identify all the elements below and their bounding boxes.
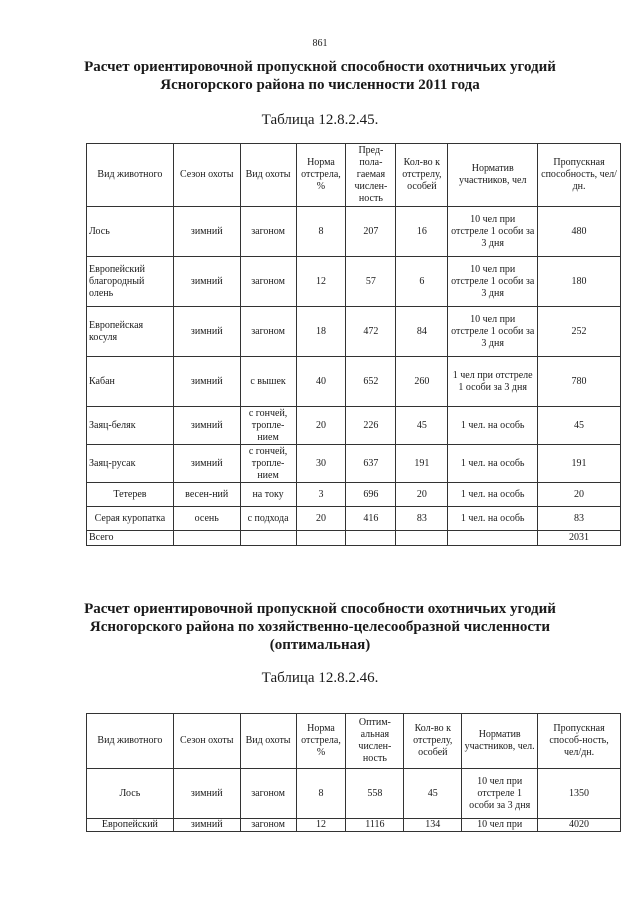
population-cell: 652 <box>346 357 396 407</box>
season-cell: весен-ний <box>173 483 240 507</box>
header-cell: Норматив участников, чел. <box>462 714 538 769</box>
table-row <box>87 207 621 257</box>
standard-cell: 10 чел при отстреле 1 особи за 3 дня <box>448 207 538 257</box>
empty-cell <box>296 531 346 546</box>
header-cell: Пропускная способ-ность, чел/дн. <box>538 714 621 769</box>
capacity-cell: 180 <box>538 257 621 307</box>
season-cell: зимний <box>173 307 240 357</box>
standard-cell: 1 чел. на особь <box>448 445 538 483</box>
hunt-type-cell: на току <box>240 483 296 507</box>
standard-cell: 1 чел. на особь <box>448 407 538 445</box>
header-cell: Норматив участников, чел <box>448 144 538 207</box>
table-row <box>87 483 621 507</box>
hunt-type-cell: загоном <box>240 207 296 257</box>
empty-cell <box>346 531 396 546</box>
header-cell: Вид охоты <box>240 144 296 207</box>
animal-cell: Европейский <box>87 819 174 832</box>
population-cell: 696 <box>346 483 396 507</box>
standard-cell: 1 чел при отстреле 1 особи за 3 дня <box>448 357 538 407</box>
animal-cell: Заяц-русак <box>87 445 174 483</box>
season-cell: зимний <box>173 407 240 445</box>
table-row <box>87 407 621 445</box>
population-cell: 416 <box>346 507 396 531</box>
empty-cell <box>396 531 448 546</box>
section2-title-line1: Расчет ориентировочной пропускной способности охотничьих угодий <box>84 601 556 617</box>
standard-cell: 1 чел. на особь <box>448 483 538 507</box>
page-number: 861 <box>312 38 328 49</box>
count-cell: 260 <box>396 357 448 407</box>
table-row <box>87 445 621 483</box>
header-row <box>87 144 621 207</box>
capacity-cell: 83 <box>538 507 621 531</box>
count-cell: 134 <box>404 819 462 832</box>
norm-cell: 3 <box>296 483 346 507</box>
capacity-cell: 480 <box>538 207 621 257</box>
norm-cell: 8 <box>296 207 346 257</box>
capacity-cell: 780 <box>538 357 621 407</box>
standard-cell: 10 чел при <box>462 819 538 832</box>
table-12-8-2-46 <box>86 713 621 832</box>
header-cell: Норма отстрела, % <box>296 714 346 769</box>
header-cell: Сезон охоты <box>173 144 240 207</box>
season-cell: осень <box>173 507 240 531</box>
norm-cell: 12 <box>296 819 346 832</box>
standard-cell: 10 чел при отстреле 1 особи за 3 дня <box>448 307 538 357</box>
norm-cell: 30 <box>296 445 346 483</box>
total-value: 2031 <box>538 531 621 546</box>
capacity-cell: 1350 <box>538 769 621 819</box>
standard-cell: 1 чел. на особь <box>448 507 538 531</box>
header-cell: Пропускная способность, чел/дн. <box>538 144 621 207</box>
section1-title-line1: Расчет ориентировочной пропускной способности охотничьих угодий <box>84 59 556 75</box>
animal-cell: Кабан <box>87 357 174 407</box>
norm-cell: 40 <box>296 357 346 407</box>
standard-cell: 10 чел при отстреле 1 особи за 3 дня <box>462 769 538 819</box>
count-cell: 16 <box>396 207 448 257</box>
hunt-type-cell: загоном <box>240 257 296 307</box>
animal-cell: Тетерев <box>87 483 174 507</box>
header-cell: Вид животного <box>87 144 174 207</box>
count-cell: 20 <box>396 483 448 507</box>
hunt-type-cell: с вышек <box>240 357 296 407</box>
hunt-type-cell: с подхода <box>240 507 296 531</box>
header-cell: Сезон охоты <box>173 714 240 769</box>
norm-cell: 8 <box>296 769 346 819</box>
season-cell: зимний <box>173 819 240 832</box>
season-cell: зимний <box>173 769 240 819</box>
header-cell: Пред-пола-гаемая числен-ность <box>346 144 396 207</box>
population-cell: 472 <box>346 307 396 357</box>
animal-cell: Серая куропатка <box>87 507 174 531</box>
hunt-type-cell: загоном <box>240 819 296 832</box>
count-cell: 45 <box>396 407 448 445</box>
table-row <box>87 307 621 357</box>
total-label: Всего <box>87 531 174 546</box>
header-row <box>87 714 621 769</box>
table-row <box>87 257 621 307</box>
population-cell: 637 <box>346 445 396 483</box>
count-cell: 84 <box>396 307 448 357</box>
header-cell: Вид животного <box>87 714 174 769</box>
empty-cell <box>240 531 296 546</box>
table-row <box>87 769 621 819</box>
table-row <box>87 357 621 407</box>
standard-cell: 10 чел при отстреле 1 особи за 3 дня <box>448 257 538 307</box>
empty-cell <box>173 531 240 546</box>
empty-cell <box>448 531 538 546</box>
capacity-cell: 45 <box>538 407 621 445</box>
header-cell: Кол-во к отстрелу, особей <box>404 714 462 769</box>
capacity-cell: 20 <box>538 483 621 507</box>
population-cell: 207 <box>346 207 396 257</box>
animal-cell: Заяц-беляк <box>87 407 174 445</box>
count-cell: 45 <box>404 769 462 819</box>
total-row <box>87 531 621 546</box>
section2-table-caption: Таблица 12.8.2.46. <box>261 670 379 686</box>
animal-cell: Лось <box>87 769 174 819</box>
population-cell: 226 <box>346 407 396 445</box>
norm-cell: 20 <box>296 407 346 445</box>
season-cell: зимний <box>173 207 240 257</box>
animal-cell: Лось <box>87 207 174 257</box>
season-cell: зимний <box>173 257 240 307</box>
population-cell: 558 <box>346 769 404 819</box>
hunt-type-cell: загоном <box>240 307 296 357</box>
table-12-8-2-45 <box>86 143 621 546</box>
norm-cell: 18 <box>296 307 346 357</box>
season-cell: зимний <box>173 445 240 483</box>
capacity-cell: 191 <box>538 445 621 483</box>
hunt-type-cell: загоном <box>240 769 296 819</box>
header-cell: Кол-во к отстрелу, особей <box>396 144 448 207</box>
norm-cell: 12 <box>296 257 346 307</box>
section1-title-line2: Ясногорского района по численности 2011 года <box>160 77 480 93</box>
population-cell: 1116 <box>346 819 404 832</box>
table-row <box>87 507 621 531</box>
capacity-cell: 252 <box>538 307 621 357</box>
population-cell: 57 <box>346 257 396 307</box>
section2-title-line3: (оптимальная) <box>269 637 371 653</box>
hunt-type-cell: с гончей, тропле-нием <box>240 445 296 483</box>
norm-cell: 20 <box>296 507 346 531</box>
capacity-cell: 4020 <box>538 819 621 832</box>
header-cell: Вид охоты <box>240 714 296 769</box>
animal-cell: Европейский благородный олень <box>87 257 174 307</box>
header-cell: Оптим-альная числен-ность <box>346 714 404 769</box>
count-cell: 6 <box>396 257 448 307</box>
season-cell: зимний <box>173 357 240 407</box>
section2-title-line2: Ясногорского района по хозяйственно-целесообразной численности <box>89 619 551 635</box>
table-row <box>87 819 621 832</box>
header-cell: Норма отстрела, % <box>296 144 346 207</box>
count-cell: 83 <box>396 507 448 531</box>
section1-table-caption: Таблица 12.8.2.45. <box>261 112 379 128</box>
animal-cell: Европейская косуля <box>87 307 174 357</box>
count-cell: 191 <box>396 445 448 483</box>
hunt-type-cell: с гончей, тропле-нием <box>240 407 296 445</box>
